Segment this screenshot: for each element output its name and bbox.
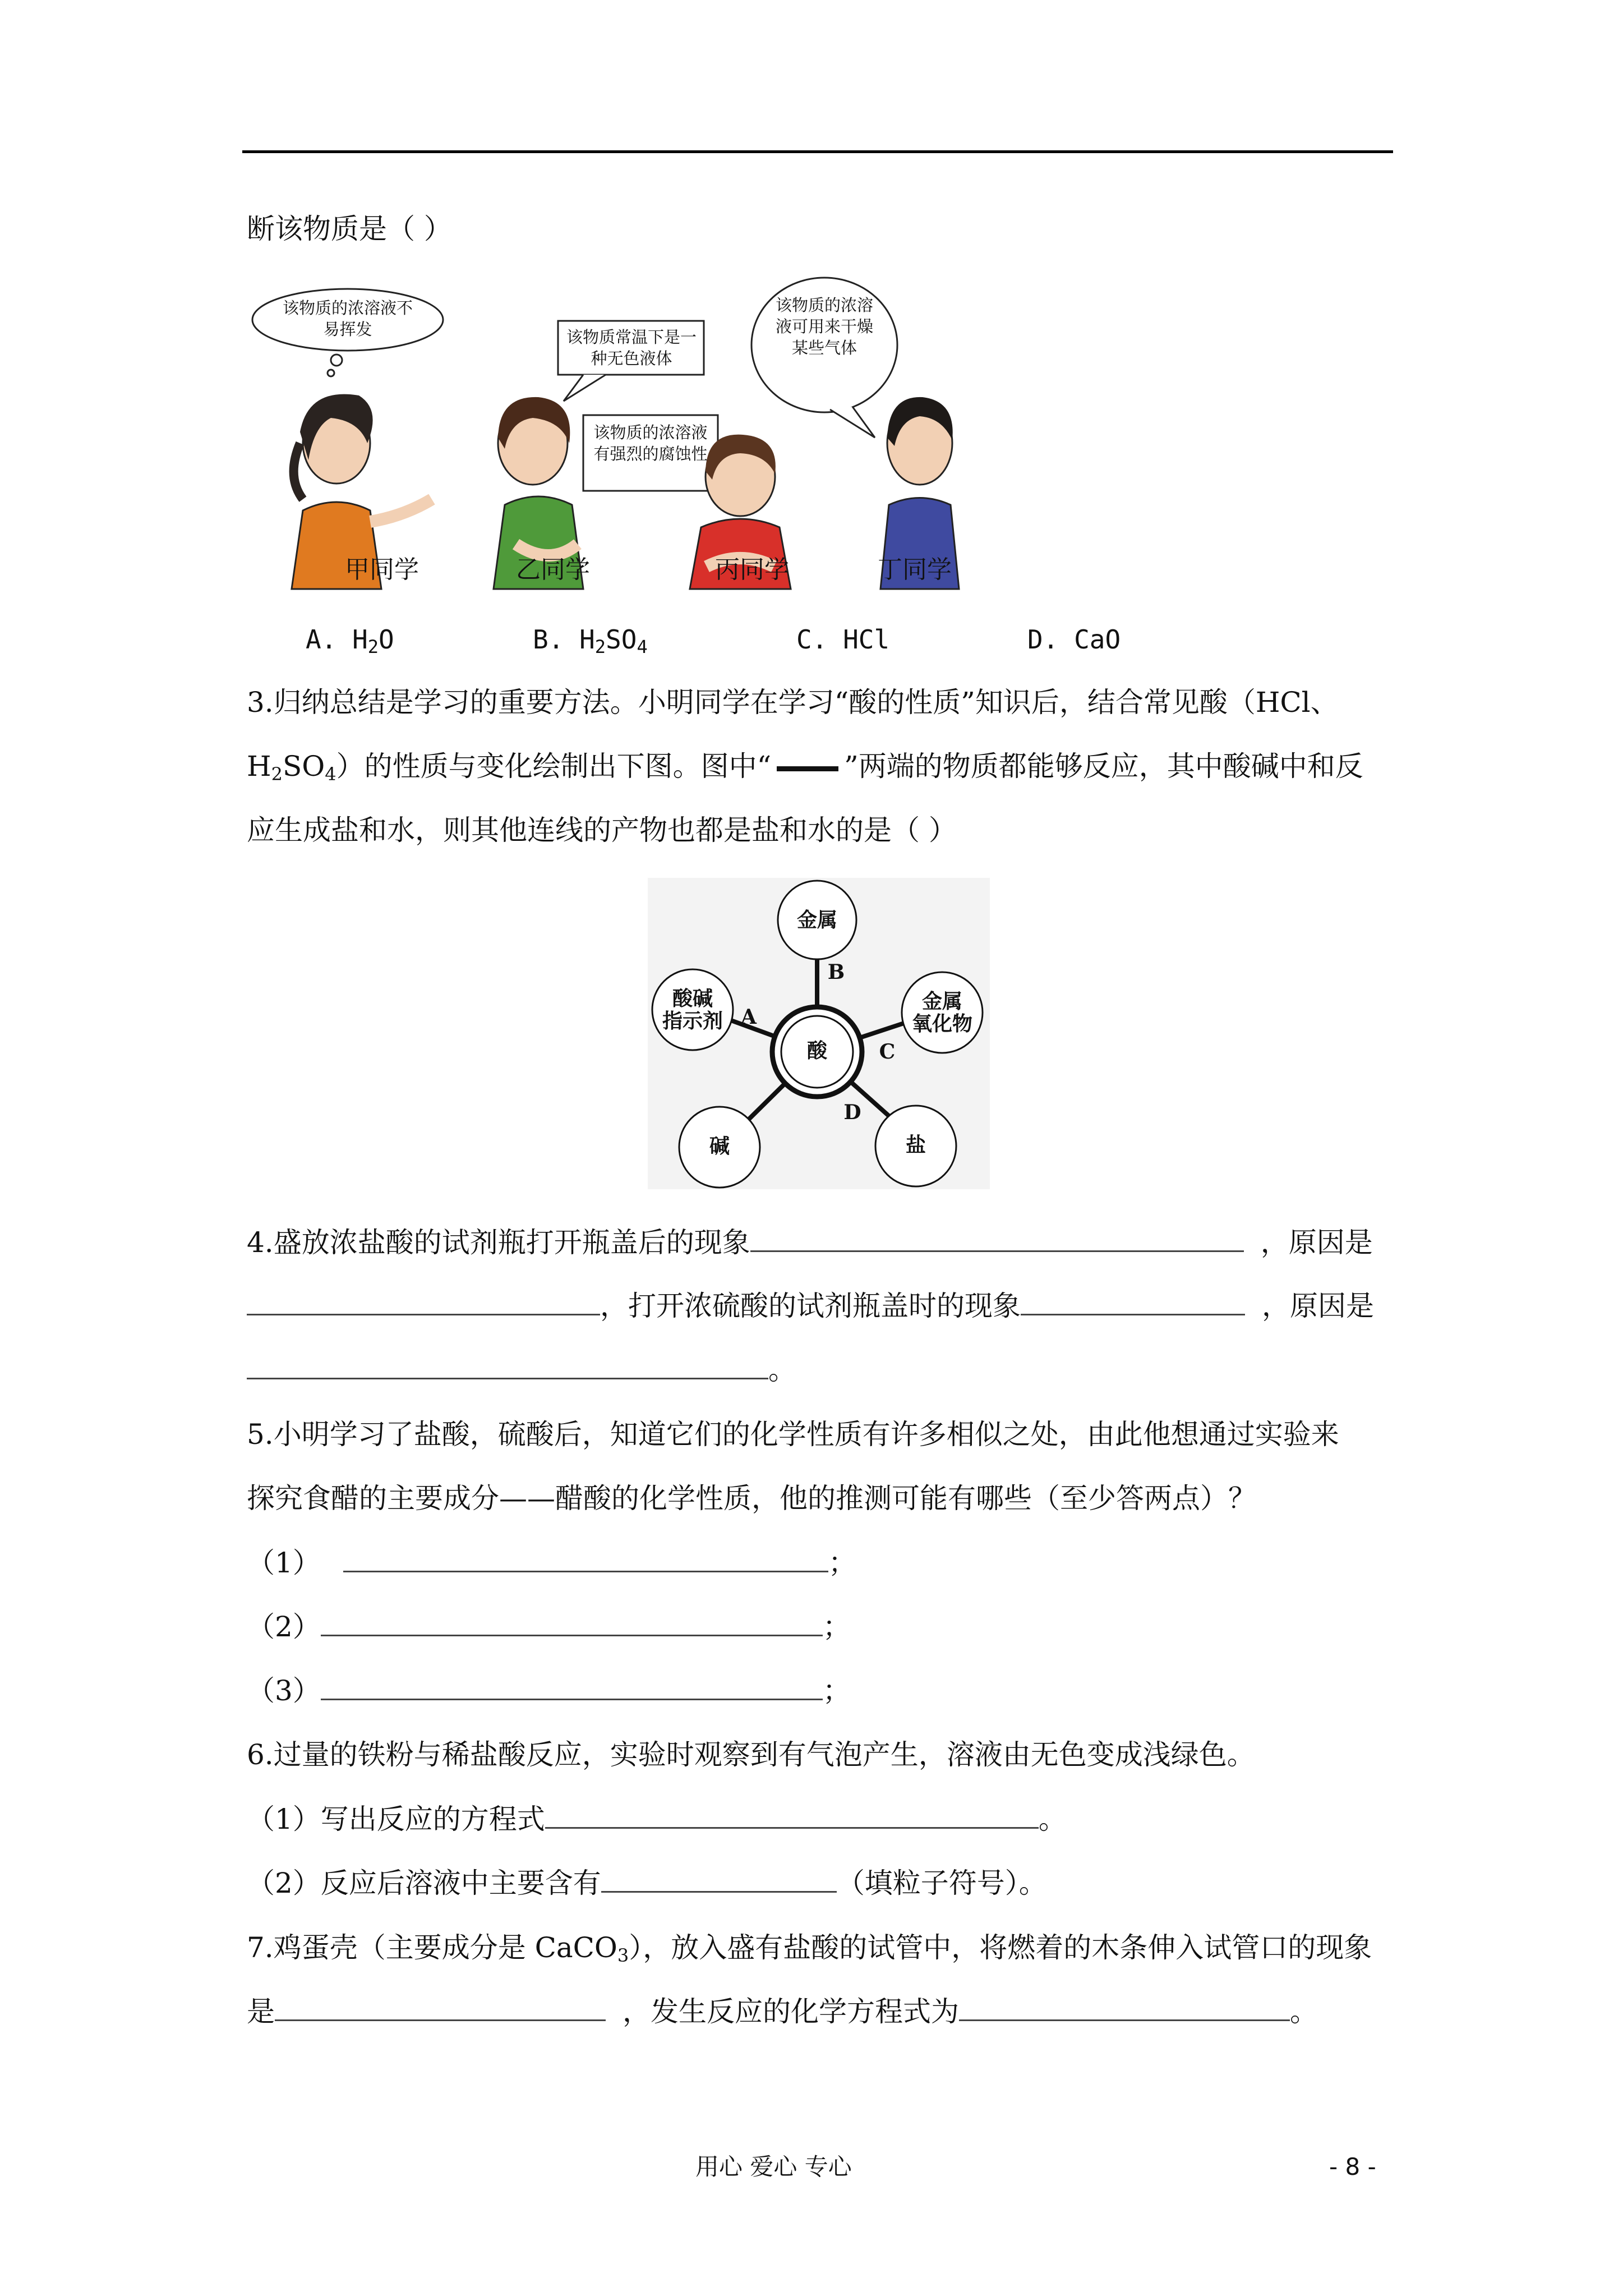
speech-bing-text: 该物质的浓溶液有强烈的腐蚀性 (593, 423, 708, 463)
q4-line3: 。 (247, 1353, 796, 1387)
acid-properties-diagram (648, 878, 990, 1189)
student-name-jia: 甲同学 (345, 555, 419, 584)
header-rule (242, 150, 1393, 153)
edge-label-d: D (843, 1101, 861, 1124)
answer-blank-q7-1[interactable] (275, 1995, 606, 2021)
answer-blank-q5-1[interactable] (343, 1546, 828, 1572)
q6-sub1: （1）写出反应的方程式 。 (247, 1803, 1067, 1835)
edge-label-c: C (879, 1040, 896, 1064)
q3-line2: $H_2SO_4$）的性质与变化绘制出下图。图中“ ”两端的物质都能够反应，其中酸碱中和反 (247, 750, 1363, 785)
edge-label-a: A (741, 1005, 757, 1029)
q6-line1: 6.过量的铁粉与稀盐酸反应，实验时观察到有气泡产生，溶液由无色变成浅绿色。 (247, 1738, 1255, 1771)
q4-line1: 4.盛放浓盐酸的试剂瓶打开瓶盖后的现象 ，原因是 (247, 1226, 1373, 1259)
q2-stem-tail: 断该物质是（ ） (247, 213, 452, 245)
option-b[interactable]: B. $H_2SO_4$ (533, 624, 648, 657)
option-d[interactable]: D. CaO (1027, 624, 1121, 655)
connector-line-symbol (777, 766, 838, 771)
page-number: - 8 - (1329, 2153, 1376, 2180)
footer-slogan: 用心 爱心 专心 (695, 2153, 852, 2180)
q5-item-2: （2） ； (247, 1611, 851, 1643)
answer-blank-q5-3[interactable] (321, 1674, 823, 1700)
answer-blank-q7-2[interactable] (959, 1995, 1290, 2021)
option-a[interactable]: A. $H_2O$ (306, 624, 394, 657)
option-c[interactable]: C. HCl (796, 624, 890, 655)
q5-item-1: （1） ； (247, 1547, 856, 1579)
answer-blank-q6-1[interactable] (545, 1802, 1039, 1829)
node-oxide-label-1: 金属 (921, 990, 962, 1013)
speech-yi-text: 该物质常温下是一种无色液体 (566, 328, 697, 368)
node-oxide-label-2: 氧化物 (911, 1012, 972, 1036)
q5-item-3: （3） ； (247, 1674, 851, 1707)
q7-line1: 7.鸡蛋壳（主要成分是 CaCO$_3$），放入盛有盐酸的试管中，将燃着的木条伸入试管口的现象 (247, 1931, 1372, 1966)
student-name-ding: 丁同学 (878, 555, 952, 584)
answer-blank-q4-4[interactable] (247, 1353, 768, 1379)
q4-line2: ，打开浓硫酸的试剂瓶盖时的现象 ，原因是 (247, 1289, 1374, 1323)
node-salt-label: 盐 (905, 1133, 926, 1157)
answer-blank-q6-2[interactable] (601, 1866, 837, 1893)
student-name-yi: 乙同学 (516, 555, 590, 584)
node-indicator-label-2: 指示剂 (662, 1009, 723, 1033)
answer-blank-q4-3[interactable] (1021, 1289, 1245, 1315)
node-center-label: 酸 (806, 1039, 827, 1062)
speech-jia-text: 该物质的浓溶液不易挥发 (282, 298, 413, 339)
q6-sub2: （2）反应后溶液中主要含有 （填粒子符号）。 (247, 1867, 1047, 1899)
q3-line1: 3.归纳总结是学习的重要方法。小明同学在学习“酸的性质”知识后，结合常见酸（HCl、 (247, 686, 1339, 719)
q2-illustration (247, 275, 1004, 600)
q7-line2: 是 ，发生反应的化学方程式为 。 (247, 1995, 1318, 2028)
node-metal-label: 金属 (796, 908, 837, 932)
q5-line1: 5.小明学习了盐酸，硫酸后，知道它们的化学性质有许多相似之处，由此他想通过实验来 (247, 1418, 1339, 1451)
speech-ding-text: 该物质的浓溶液可用来干燥某些气体 (775, 296, 873, 357)
student-name-bing: 丙同学 (715, 555, 789, 584)
answer-blank-q5-2[interactable] (321, 1610, 823, 1636)
answer-blank-q4-1[interactable] (750, 1226, 1244, 1252)
edge-label-b: B (827, 960, 845, 984)
answer-blank-q4-2[interactable] (247, 1289, 600, 1315)
node-base-label: 碱 (709, 1134, 730, 1158)
q5-line2: 探究食醋的主要成分——醋酸的化学性质，他的推测可能有哪些（至少答两点）？ (247, 1482, 1256, 1515)
q3-line3: 应生成盐和水，则其他连线的产物也都是盐和水的是（ ） (247, 814, 957, 846)
node-indicator-label-1: 酸碱 (672, 987, 713, 1010)
